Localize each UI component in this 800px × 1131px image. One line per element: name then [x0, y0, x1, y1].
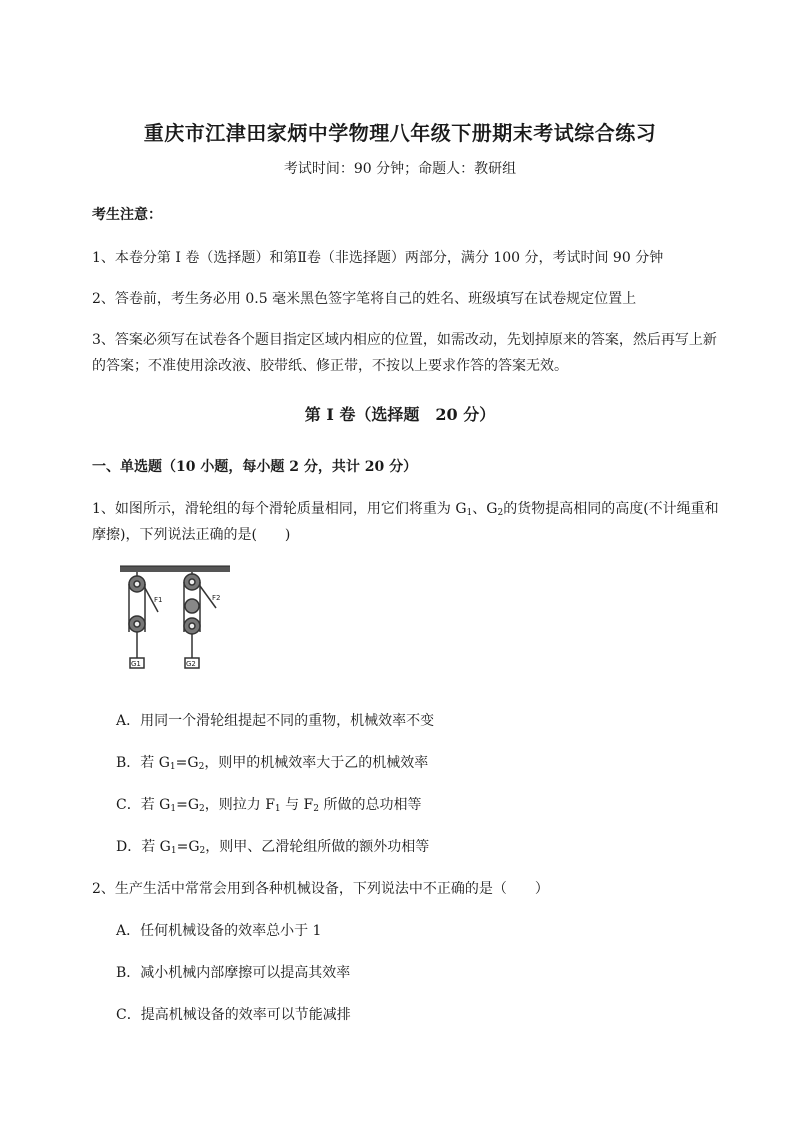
- question-2-option-b: B．减小机械内部摩擦可以提高其效率: [116, 965, 351, 981]
- question-1-option-b: B．若 $G_1=G_2$，则甲的机械效率大于乙的机械效率: [116, 755, 429, 772]
- question-1-option-d: D．若 $G_1=G_2$，则甲、乙滑轮组所做的额外功相等: [116, 839, 430, 856]
- notice-item-3-line1: 3、答案必须写在试卷各个题目指定区域内相应的位置，如需改动，先划掉原来的答案，然后再写上新: [92, 332, 717, 348]
- question-2-option-a: A．任何机械设备的效率总小于 1: [116, 923, 322, 939]
- force-label-right: F2: [212, 594, 221, 602]
- notice-heading: 考生注意：: [92, 207, 162, 223]
- weight-label-right: G2: [186, 660, 196, 668]
- question-1-stem-line2: 摩擦)，下列说法正确的是( ): [92, 527, 291, 543]
- question-1-option-c: C．若 $G_1=G_2$，则拉力 $F_1$ 与 $F_2$ 所做的总功相等: [116, 797, 422, 814]
- exam-info: 考试时间：90 分钟；命题人：教研组: [283, 161, 517, 177]
- question-2-stem: 2、生产生活中常常会用到各种机械设备，下列说法中不正确的是（ ）: [92, 881, 549, 897]
- notice-item-1: 1、本卷分第 I 卷（选择题）和第Ⅱ卷（非选择题）两部分，满分 100 分，考试时间 90 分钟: [92, 250, 664, 266]
- section-title: 第 I 卷（选择题 20 分）: [304, 405, 496, 424]
- notice-item-2: 2、答卷前，考生务必用 0.5 毫米黑色签字笔将自己的姓名、班级填写在试卷规定位置上: [92, 291, 637, 307]
- question-1-stem-line1: 1、如图所示，滑轮组的每个滑轮质量相同，用它们将重为 $G_1$、$G_2$的货物提高相同的高度(不计绳重和: [92, 501, 719, 518]
- force-label-left: F1: [154, 596, 163, 604]
- page-title: 重庆市江津田家炳中学物理八年级下册期末考试综合练习: [143, 121, 657, 145]
- pulley-figure: [120, 560, 230, 678]
- weight-label-left: G1: [131, 660, 141, 668]
- part-heading: 一、单选题（10 小题，每小题 2 分，共计 20 分）: [92, 459, 418, 475]
- question-2-option-c: C．提高机械设备的效率可以节能减排: [116, 1007, 351, 1023]
- notice-item-3-line2: 的答案；不准使用涂改液、胶带纸、修正带，不按以上要求作答的答案无效。: [92, 358, 568, 374]
- question-1-option-a: A．用同一个滑轮组提起不同的重物，机械效率不变: [116, 713, 435, 729]
